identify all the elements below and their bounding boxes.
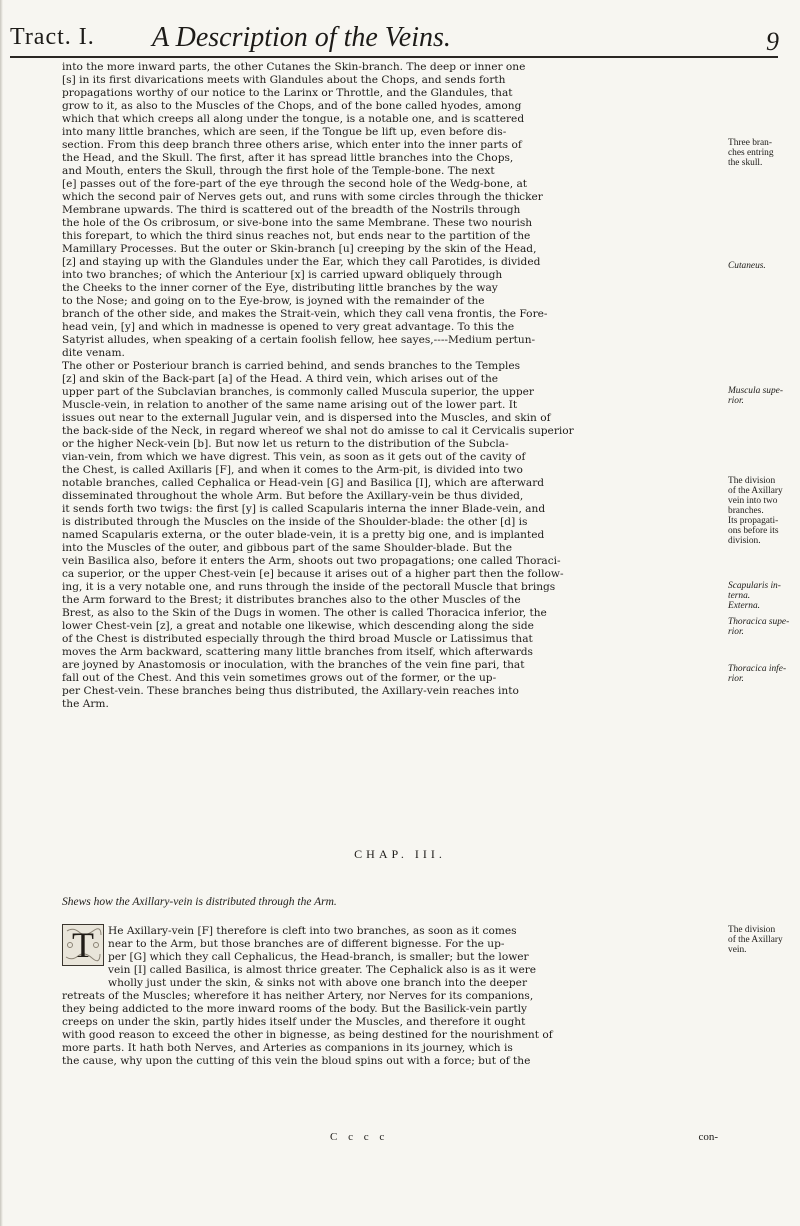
- text-line: [z] and staying up with the Glandules under the Ear, which they call Parotides, is divided: [62, 256, 541, 268]
- text-line: lower Chest-vein [z], a great and notable one likewise, which descending along the side: [62, 620, 534, 632]
- text-line: [s] in its first divarications meets with Glandules about the Chops, and sends forth: [62, 74, 506, 86]
- page-header: [10, 16, 785, 58]
- text-line: grow to it, as also to the Muscles of the Chops, and of the bone called hyodes, among: [62, 100, 522, 112]
- body-text-block: [62, 925, 720, 1068]
- text-line: into the more inward parts, the other Cutanes the Skin-branch. The deep or inner one: [62, 61, 526, 73]
- text-line: moves the Arm backward, scattering many little branches from itself, which afterwards: [62, 646, 533, 658]
- text-line: notable branches, called Cephalica or Head-vein [G] and Basilica [I], which are afterward: [62, 477, 545, 489]
- text-line: to the Nose; and going on to the Eye-brow, is joyned with the remainder of the: [62, 295, 485, 307]
- text-line: the Head, and the Skull. The first, after it has spread little branches into the Chops,: [62, 152, 514, 164]
- margin-note: Thoracica infe- rior.: [728, 664, 787, 684]
- text-line: the cause, why upon the cutting of this vein the bloud spins out with a force; but of the: [62, 1055, 531, 1067]
- drop-cap-letter: T: [72, 925, 94, 965]
- text-line: disseminated throughout the whole Arm. But before the Axillary-vein be thus divided,: [62, 490, 524, 502]
- text-line: section. From this deep branch three others arise, which enter into the inner parts of: [62, 139, 522, 151]
- body-text-block: [62, 61, 720, 711]
- text-line: upper part of the Subclavian branches, is commonly called Muscula superior, the upper: [62, 386, 534, 398]
- text-line: wholly just under the skin, & sinks not with above one branch into the deeper: [108, 977, 528, 989]
- text-line: Muscle-vein, in relation to another of the same name arising out of the lower part. It: [62, 399, 518, 411]
- text-line: is distributed through the Muscles on the inside of the Shoulder-blade: the other [d] is: [62, 516, 528, 528]
- text-line: which that which creeps all along under the tongue, is a notable one, and is scattered: [62, 113, 525, 125]
- text-line: the hole of the Os cribrosum, or sive-bone into the same Membrane. These two nourish: [62, 217, 533, 229]
- page-title: A Description of the Veins.: [152, 22, 451, 53]
- text-line: propagations worthy of our notice to the Larinx or Throttle, and the Glandules, that: [62, 87, 513, 99]
- margin-note: Thoracica supe- rior.: [728, 617, 790, 637]
- text-line: Brest, as also to the Skin of the Dugs in women. The other is called Thoracica inferior, the: [62, 607, 547, 619]
- header-rule: [10, 56, 778, 58]
- text-line: branch of the other side, and makes the Strait-vein, which they call vena frontis, the Fore-: [62, 308, 548, 320]
- text-line: Satyrist alludes, when speaking of a certain foolish fellow, hee sayes,----Medium pertun-: [62, 334, 536, 346]
- text-line: ing, it is a very notable one, and runs through the inside of the pectorall Muscle that brings: [62, 581, 556, 593]
- text-line: vein Basilica also, before it enters the Arm, shoots out two propagations; one called Thoraci-: [62, 555, 561, 567]
- text-line: The other or Posteriour branch is carried behind, and sends branches to the Temples: [62, 360, 521, 372]
- text-line: into the Muscles of the outer, and gibbous part of the same Shoulder-blade. But the: [62, 542, 513, 554]
- text-line: vein [I] called Basilica, is almost thrice greater. The Cephalick also is as it were: [108, 964, 537, 976]
- text-line: the Arm.: [62, 698, 109, 710]
- text-line: dite venam.: [62, 347, 125, 359]
- margin-note: Muscula supe- rior.: [728, 386, 783, 406]
- running-head: Tract. I.: [10, 24, 95, 50]
- text-line: per [G] which they call Cephalicus, the Head-branch, is smaller; but the lower: [108, 951, 529, 963]
- text-line: issues out near to the externall Jugular vein, and is dispersed into the Muscles, and skin of: [62, 412, 551, 424]
- text-line: per Chest-vein. These branches being thus distributed, the Axillary-vein reaches into: [62, 685, 519, 697]
- text-line: the Cheeks to the inner corner of the Eye, distributing little branches by the way: [62, 282, 498, 294]
- text-line: they being addicted to the more inward rooms of the body. But the Basilick-vein partly: [62, 1003, 527, 1015]
- margin-note: The division of the Axillary vein into two branches. Its propagati- ons before its division.: [728, 476, 783, 546]
- chapter-heading: CHAP. III.: [354, 847, 446, 861]
- text-line: it sends forth two twigs: the first [y] is called Scapularis interna the inner Blade-vein, and: [62, 503, 546, 515]
- text-line: named Scapularis externa, or the outer blade-vein, it is a pretty big one, and is implanted: [62, 529, 545, 541]
- margin-note: The division of the Axillary vein.: [728, 925, 783, 955]
- chapter-summary: Shews how the Axillary-vein is distributed through the Arm.: [62, 896, 337, 908]
- text-line: the Chest, is called Axillaris [F], and when it comes to the Arm-pit, is divided into two: [62, 464, 523, 476]
- margin-notes: [728, 61, 796, 781]
- text-line: [z] and skin of the Back-part [a] of the Head. A third vein, which arises out of the: [62, 373, 499, 385]
- signature-mark: C c c c: [330, 1131, 389, 1143]
- text-line: Membrane upwards. The third is scattered out of the breadth of the Nostrils through: [62, 204, 521, 216]
- text-line: the back-side of the Neck, in regard whereof we shal not do amisse to cal it Cervicalis superior: [62, 425, 574, 437]
- text-line: with good reason to exceed the other in bignesse, as being destined for the nourishment of: [62, 1029, 553, 1041]
- text-line: or the higher Neck-vein [b]. But now let us return to the distribution of the Subcla-: [62, 438, 509, 450]
- text-line: this forepart, to which the third sinus reaches not, but ends near to the partition of the: [62, 230, 531, 242]
- page-number: 9: [766, 27, 779, 56]
- text-line: head vein, [y] and which in madnesse is opened to very great advantage. To this the: [62, 321, 515, 333]
- text-line: He Axillary-vein [F] therefore is cleft into two branches, as soon as it comes: [108, 925, 517, 937]
- text-line: [e] passes out of the fore-part of the eye through the second hole of the Wedg-bone, at: [62, 178, 528, 190]
- catchword: con-: [698, 1131, 718, 1143]
- margin-note: Scapularis in- terna. Externa.: [728, 581, 781, 611]
- text-line: which the second pair of Nerves gets out, and runs with some circles through the thicker: [62, 191, 543, 203]
- text-line: into two branches; of which the Anteriour [x] is carried upward obliquely through: [62, 269, 503, 281]
- text-line: the Arm forward to the Brest; it distributes branches also to the other Muscles of the: [62, 594, 521, 606]
- margin-note: Cutaneus.: [728, 261, 766, 271]
- text-line: of the Chest is distributed especially through the third broad Muscle or Latissimus that: [62, 633, 533, 645]
- text-line: and Mouth, enters the Skull, through the first hole of the Temple-bone. The next: [62, 165, 495, 177]
- text-line: vian-vein, from which we have digrest. This vein, as soon as it gets out of the cavity of: [62, 451, 526, 463]
- text-line: Mamillary Processes. But the outer or Skin-branch [u] creeping by the skin of the Head,: [62, 243, 537, 255]
- margin-note: Three bran- ches entring the skull.: [728, 138, 774, 168]
- text-line: more parts. It hath both Nerves, and Arteries as companions in its journey, which is: [62, 1042, 513, 1054]
- text-line: are joyned by Anastomosis or inoculation, with the branches of the vein fine pari, that: [62, 659, 525, 671]
- text-line: retreats of the Muscles; wherefore it has neither Artery, nor Nerves for its companions,: [62, 990, 534, 1002]
- text-line: into many little branches, which are seen, if the Tongue be lift up, even before dis-: [62, 126, 507, 138]
- text-line: creeps on under the skin, partly hides itself under the Muscles, and therefore it ought: [62, 1016, 526, 1028]
- text-line: ca superior, or the upper Chest-vein [e] because it arises out of a higher part then the follow-: [62, 568, 564, 580]
- text-line: near to the Arm, but those branches are of different bignesse. For the up-: [108, 938, 505, 950]
- margin-notes: [728, 925, 796, 965]
- text-line: fall out of the Chest. And this vein sometimes grows out of the former, or the up-: [62, 672, 497, 684]
